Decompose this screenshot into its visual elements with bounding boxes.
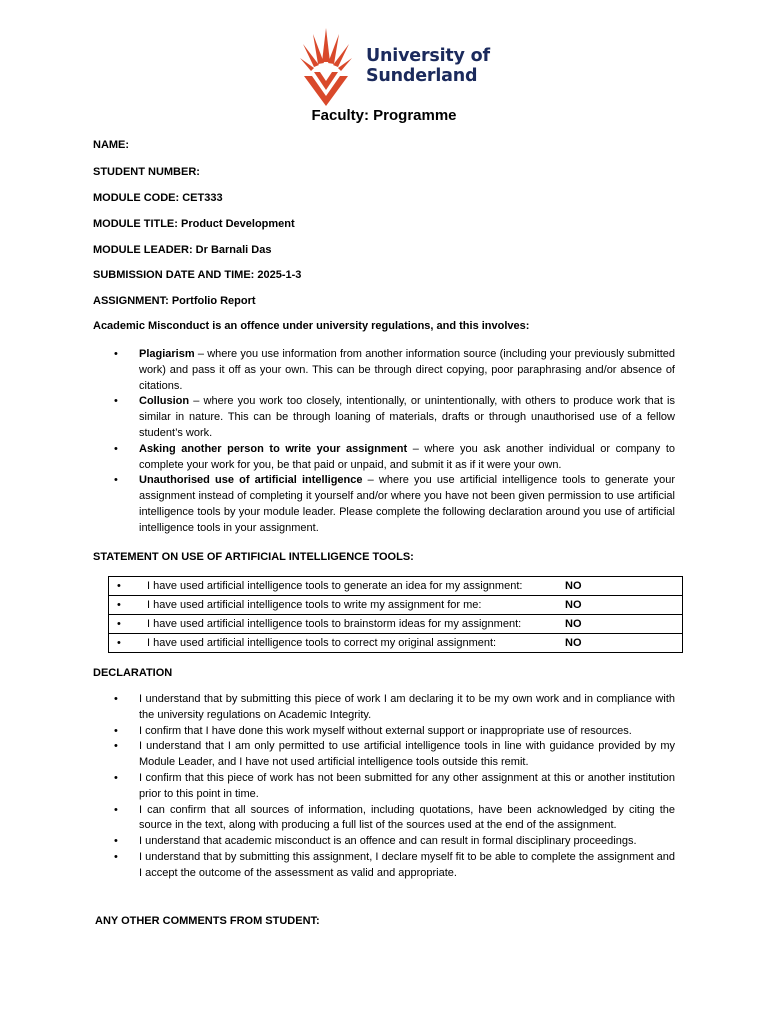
list-item-text: I understand that academic misconduct is an offence and can result in formal disciplinary proceedings. — [139, 835, 637, 848]
list-item-term: Plagiarism — [139, 348, 195, 360]
list-item-text: I understand that by submitting this piece of work I am declaring it to be my own work and in compliance with the university regulations on Academic Integrity. — [139, 693, 675, 721]
university-logo — [300, 26, 500, 108]
bullet-icon: • — [114, 803, 118, 816]
bullet-icon: • — [114, 835, 118, 848]
misconduct-list — [93, 347, 675, 537]
ai-statement-table — [108, 576, 683, 653]
bullet-icon: • — [114, 442, 118, 455]
ai-statement-answer: NO — [565, 577, 683, 596]
logo-line-1: University of — [366, 46, 490, 66]
list-item — [93, 724, 675, 740]
assignment-field: ASSIGNMENT: Portfolio Report — [93, 295, 256, 307]
module-title-field: MODULE TITLE: Product Development — [93, 218, 295, 230]
list-item-term: Asking another person to write your assignment — [139, 442, 408, 455]
ai-statement-answer: NO — [565, 615, 683, 634]
submission-date-field: SUBMISSION DATE AND TIME: 2025-1-3 — [93, 269, 302, 281]
list-item — [93, 803, 675, 835]
bullet-icon: • — [109, 615, 148, 634]
table-row — [109, 596, 683, 615]
university-name — [366, 46, 490, 86]
bullet-icon: • — [114, 395, 118, 408]
bullet-icon: • — [114, 474, 118, 487]
misconduct-heading: Academic Misconduct is an offence under university regulations, and this involves: — [93, 320, 530, 332]
table-row — [109, 615, 683, 634]
list-item — [93, 834, 675, 850]
bullet-icon: • — [114, 693, 118, 705]
list-item-text: I understand that I am only permitted to use artificial intelligence tools in line with guidance provided by my Module Leader, and I have not used artificial intelligence tools outside this remit. — [139, 740, 675, 769]
list-item-text: I confirm that I have done this work myself without external support or inappropriate use of resources. — [139, 724, 632, 737]
module-leader-field: MODULE LEADER: Dr Barnali Das — [93, 244, 272, 256]
bullet-icon: • — [109, 634, 148, 653]
name-field: NAME: — [93, 139, 130, 151]
table-row — [109, 634, 683, 653]
ai-statement-text: I have used artificial intelligence tools to write my assignment for me: — [147, 596, 565, 615]
declaration-heading: DECLARATION — [93, 667, 173, 679]
list-item-text: – where you use information from another information source (including your previously submitted work) and pass it off as your own. This can be through direct copying, poor paraphrasing and/or absence of citations. — [139, 348, 675, 392]
ai-statement-text: I have used artificial intelligence tools to brainstorm ideas for my assignment: — [147, 615, 565, 634]
ai-statement-heading: STATEMENT ON USE OF ARTIFICIAL INTELLIGENCE TOOLS: — [93, 551, 414, 563]
table-row — [109, 577, 683, 596]
list-item-term: Collusion — [139, 395, 190, 408]
list-item — [93, 347, 675, 394]
list-item-text: I can confirm that all sources of information, including quotations, have been acknowledged by citing the source in the text, along with producing a full list of the sources used at the end of the assignment. — [139, 803, 675, 832]
ai-statement-answer: NO — [565, 634, 683, 653]
list-item — [93, 739, 675, 771]
bullet-icon: • — [114, 348, 118, 360]
list-item — [93, 473, 675, 536]
list-item-text: – where you ask another individual or company to complete your work for you, be that paid or unpaid, and submit it as if it were your own. — [139, 442, 676, 471]
list-item-term: Unauthorised use of artificial intelligence — [139, 474, 363, 487]
faculty-title: Faculty: Programme — [311, 107, 457, 124]
comments-heading: ANY OTHER COMMENTS FROM STUDENT: — [95, 915, 320, 927]
list-item-text: – where you use artificial intelligence tools to generate your assignment instead of completing it yourself and/or where you have not been given permission to use artificial intelligence tools by your module leader. Please complete the following declaration around you use of artificial intelligence tools in your assignment. — [139, 474, 676, 534]
bullet-icon: • — [109, 577, 148, 596]
list-item — [93, 394, 675, 441]
list-item — [93, 850, 675, 882]
bullet-icon: • — [114, 771, 118, 784]
bullet-icon: • — [114, 740, 118, 753]
sunburst-logo-icon — [300, 26, 352, 106]
logo-line-2: Sunderland — [366, 66, 478, 86]
list-item — [93, 771, 675, 803]
list-item-text: – where you work too closely, intentionally, or unintentionally, with others to produce work that is similar in nature. This can be through loaning of materials, drafts or through unauthorised use of a fellow student’s work. — [139, 395, 675, 439]
ai-statement-text: I have used artificial intelligence tools to generate an idea for my assignment: — [147, 577, 565, 596]
module-code-field: MODULE CODE: CET333 — [93, 192, 223, 204]
ai-statement-answer: NO — [565, 596, 683, 615]
list-item — [93, 692, 675, 724]
list-item — [93, 442, 675, 474]
bullet-icon: • — [114, 724, 118, 737]
ai-statement-text: I have used artificial intelligence tools to correct my original assignment: — [147, 634, 565, 653]
list-item-text: I understand that by submitting this assignment, I declare myself fit to be able to complete the assignment and I accept the outcome of the assessment as valid and appropriate. — [139, 850, 675, 879]
list-item-text: I confirm that this piece of work has not been submitted for any other assignment at this or another institution prior to this point in time. — [139, 771, 675, 800]
bullet-icon: • — [109, 596, 148, 615]
bullet-icon: • — [114, 850, 118, 863]
declaration-list — [93, 692, 675, 882]
student-number-field: STUDENT NUMBER: — [93, 166, 200, 178]
